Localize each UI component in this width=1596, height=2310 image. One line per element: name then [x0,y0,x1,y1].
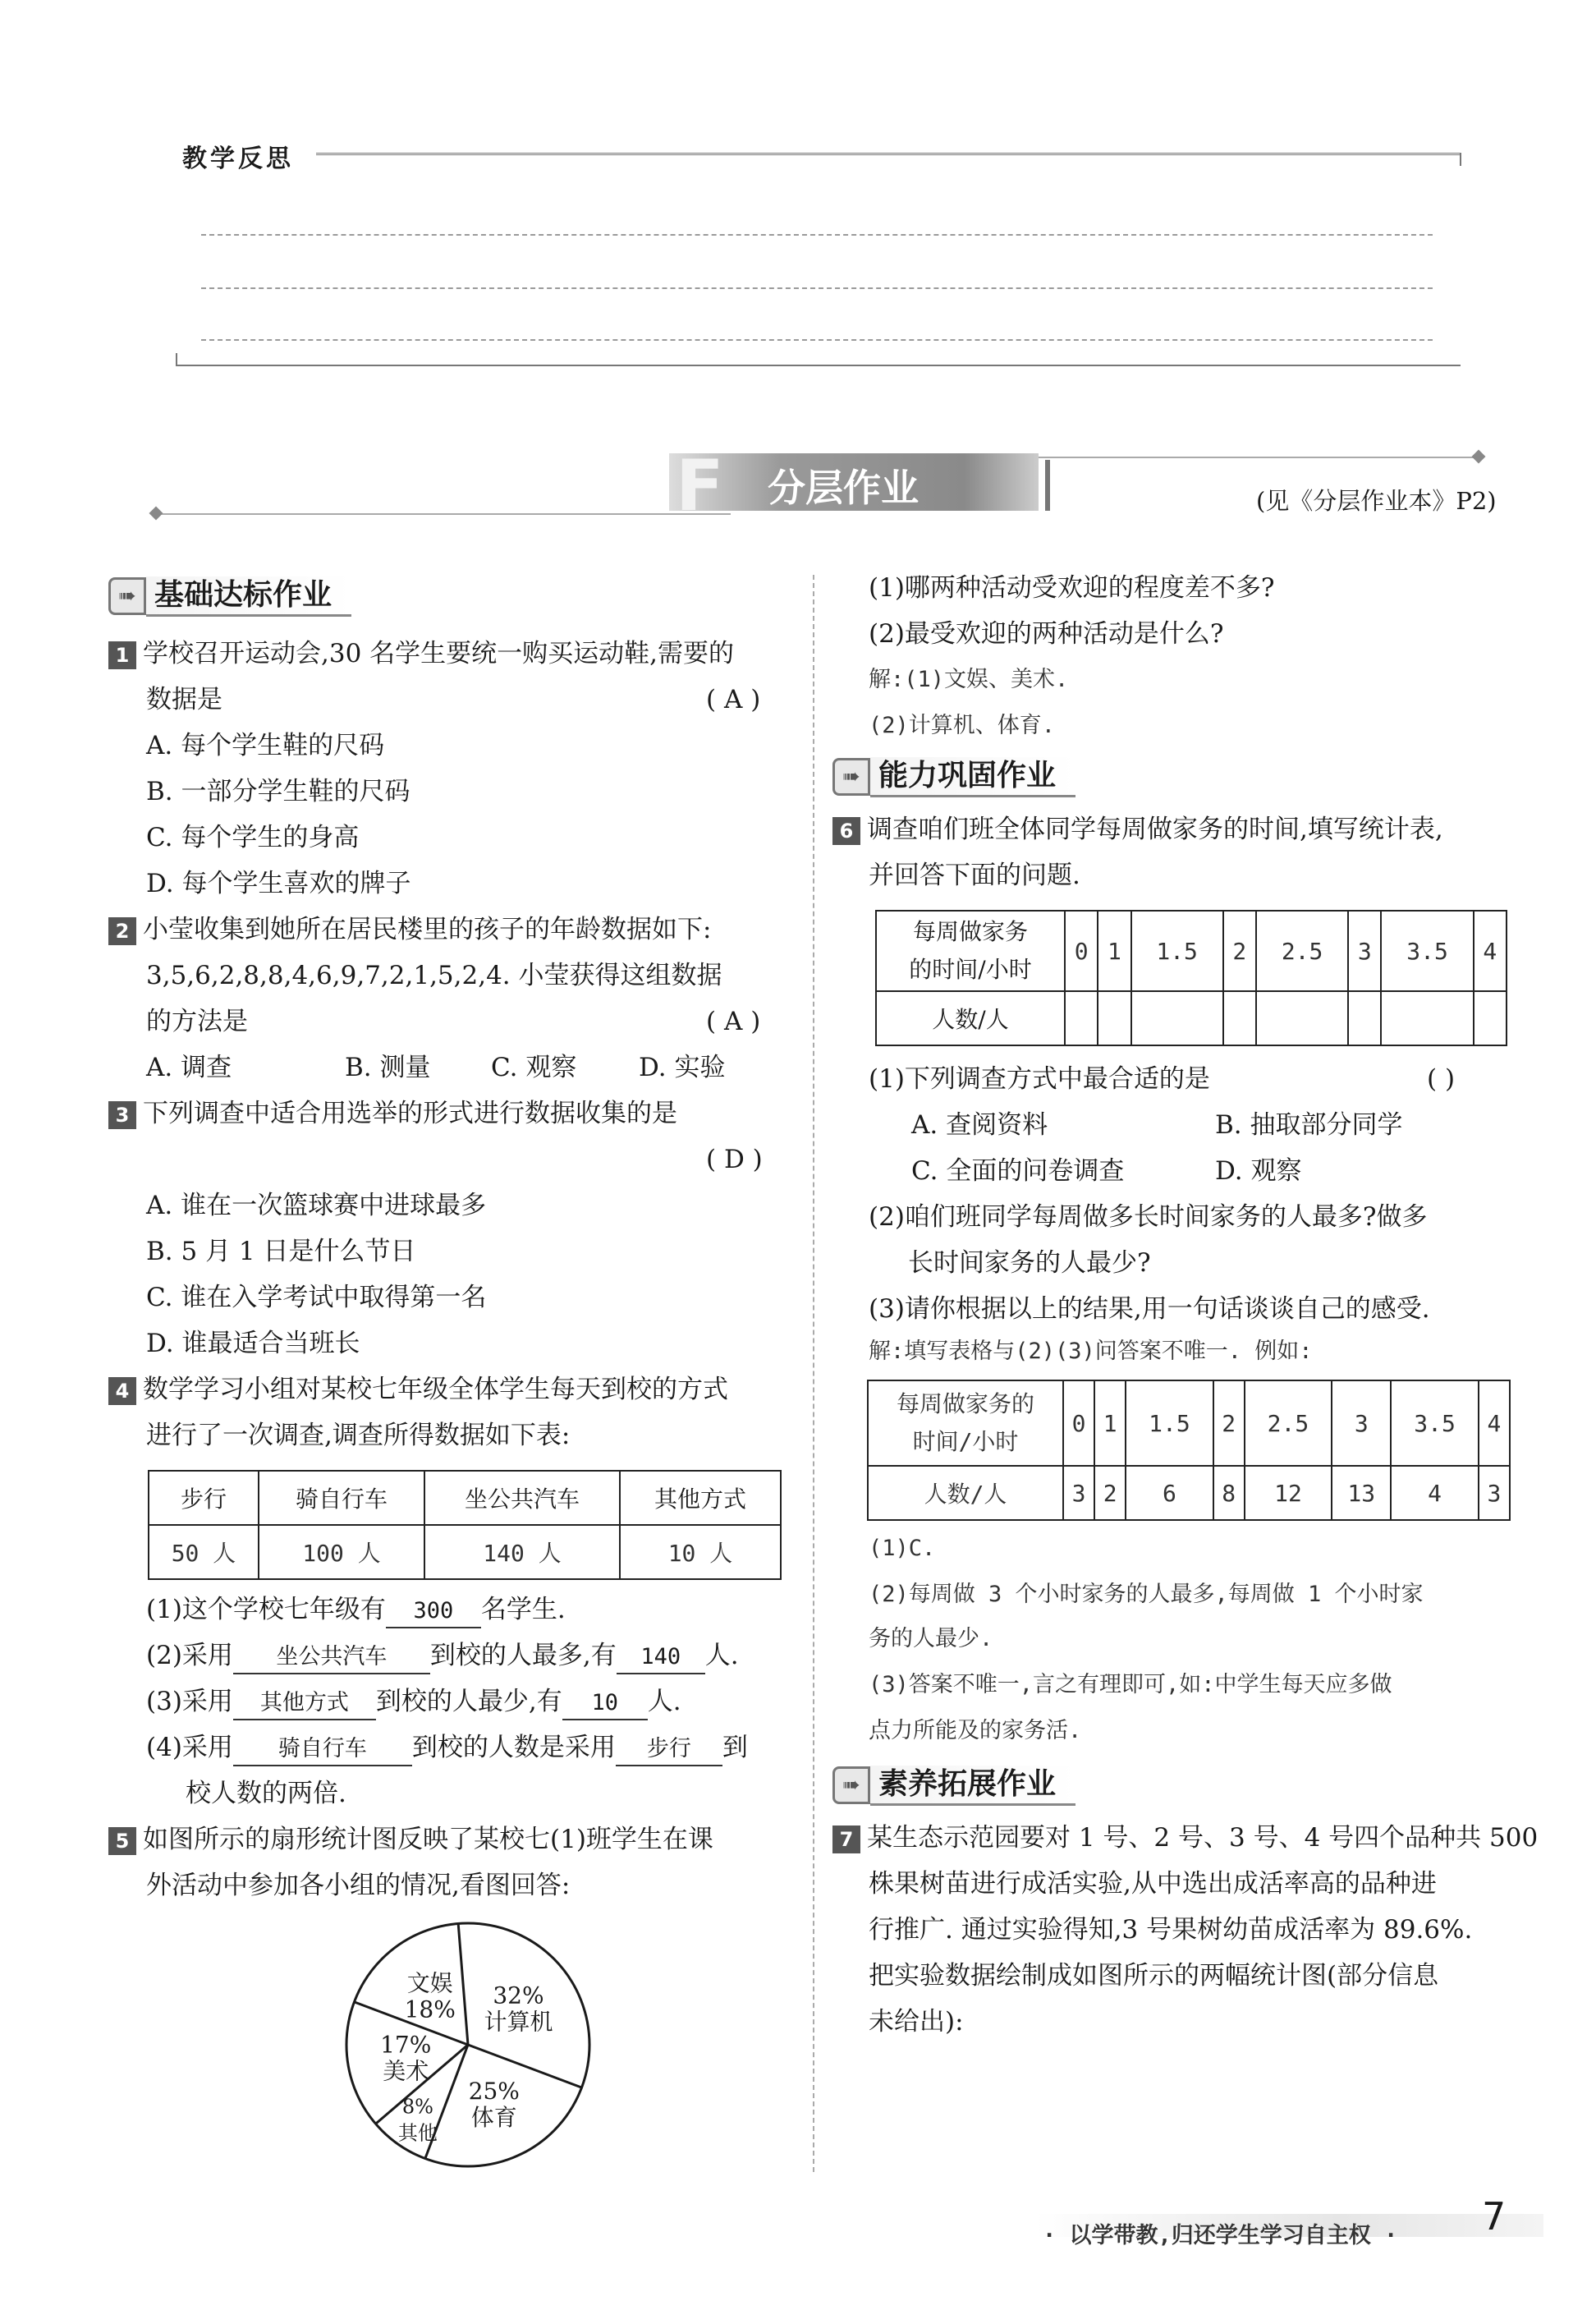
q6-sol-hour-2: 2 [1213,1380,1245,1466]
q7-number: 7 [832,1825,860,1853]
q6-solution-header: 每周做家务的 时间/小时 [868,1380,1063,1466]
q5-solution-2: (2)计算机、体育. [869,713,1056,738]
pie-label-percent: 8% [401,2095,433,2119]
q4-line2: 进行了一次调查,调查所得数据如下表: [146,1421,571,1450]
q6-sol-count: 3 [1063,1466,1094,1520]
q6-hour-4: 4 [1474,911,1507,991]
q3-answer: ( D ) [706,1145,763,1174]
arrow-icon: ➠ [832,1766,870,1804]
q7-line5: 未给出): [869,2007,964,2037]
reflection-line-3 [201,339,1433,341]
q5-line2: 外活动中参加各小组的情况,看图回答: [146,1871,571,1900]
q6-option-a: A. 查阅资料 [911,1110,1048,1140]
reflection-top-rule [316,153,1461,155]
q6-sol-hour-0: 0 [1063,1380,1094,1466]
q6-solution-2-line2: 务的人最少. [869,1626,993,1651]
q4-sub1-blank: 300 [386,1596,481,1628]
q1-option-d: D. 每个学生喜欢的牌子 [146,869,411,898]
q6-hour-0: 0 [1065,911,1098,991]
q6-sol-count: 12 [1245,1466,1332,1520]
pie-label-percent: 17% [380,2031,432,2059]
reflection-bottom-rule [176,365,1461,366]
q1-line1: 1 学校召开运动会,30 名学生要统一购买运动鞋,需要的 [108,631,734,677]
q2-option-d: D. 实验 [639,1053,726,1082]
q1-option-b: B. 一部分学生鞋的尺码 [146,777,410,806]
section-basic-title: 基础达标作业 [146,576,351,617]
q6-line1: 6 调查咱们班全体同学每周做家务的时间,填写统计表, [832,806,1443,852]
q6-count-cell [1348,991,1381,1045]
page-number: 7 [1482,2194,1507,2239]
q6-hour-3: 3 [1348,911,1381,991]
q5-solution-1: 解:(1)文娱、美术. [869,667,1069,692]
q6-sol-count: 3 [1479,1466,1510,1520]
q4-value-bus: 140 人 [424,1525,620,1579]
q6-sub1-paren: ( ) [1427,1064,1456,1094]
q3-line1: 3 下列调查中适合用选举的形式进行数据收集的是 [108,1091,677,1137]
q4-line1: 4 数学学习小组对某校七年级全体学生每天到校的方式 [108,1366,728,1412]
q2-option-a: A. 调查 [146,1053,232,1082]
q4-sub2-blank2: 140 [617,1642,705,1674]
q4-sub3-blank2: 10 [562,1688,648,1720]
q6-option-c: C. 全面的问卷调查 [911,1156,1125,1186]
pie-label-percent: 18% [404,1995,456,2023]
q7-line4: 把实验数据绘制成如图所示的两幅统计图(部分信息 [869,1961,1439,1991]
q4-sub4: (4)采用 骑自行车 到校的人数是采用 步行 到 [146,1724,748,1770]
q2-line1: 2 小莹收集到她所在居民楼里的孩子的年龄数据如下: [108,907,711,953]
q6-hour-3-5: 3.5 [1381,911,1473,991]
q6-count-cell [1098,991,1130,1045]
q5-sub1: (1)哪两种活动受欢迎的程度差不多? [869,573,1275,603]
q6-option-b: B. 抽取部分同学 [1215,1110,1403,1140]
q7-line1: 7 某生态示范园要对 1 号、2 号、3 号、4 号四个品种共 500 [832,1815,1538,1861]
banner-rule-right [1034,457,1478,458]
section-ability-title: 能力巩固作业 [870,757,1075,797]
q6-solution-2-line1: (2)每周做 3 个小时家务的人最多,每周做 1 个小时家 [869,1582,1424,1607]
q6-solution-count-label: 人数/人 [868,1466,1063,1520]
q4-value-other: 10 人 [620,1525,781,1579]
reflection-title: 教学反思 [182,145,294,173]
reflection-left-edge [176,353,177,366]
q1-option-a: A. 每个学生鞋的尺码 [146,731,385,760]
q4-sub3: (3)采用 其他方式 到校的人最少,有 10 人. [146,1679,681,1724]
q6-sol-hour-3: 3 [1332,1380,1391,1466]
q6-sol-count: 6 [1126,1466,1213,1520]
arrow-icon: ➠ [832,758,870,796]
banner-diamond-left [149,507,163,521]
q7-line2: 株果树苗进行成活实验,从中选出成活率高的品种进 [869,1869,1437,1899]
pie-label-name: 其他 [397,2121,438,2145]
q6-hour-1-5: 1.5 [1131,911,1223,991]
q6-count-cell [1131,991,1223,1045]
pie-label-name: 美术 [383,2057,429,2085]
q4-sub4-line2: 校人数的两倍. [186,1779,346,1808]
q4-value-walk: 50 人 [149,1525,259,1579]
q6-sol-hour-1: 1 [1094,1380,1126,1466]
q1-number: 1 [108,641,136,669]
q6-hour-1: 1 [1098,911,1130,991]
q4-sub3-blank1: 其他方式 [233,1688,376,1720]
q2-line3: 的方法是 [146,1007,248,1036]
q2-option-c: C. 观察 [491,1053,577,1082]
q6-sol-hour-3-5: 3.5 [1391,1380,1478,1466]
q6-solution-1: (1)C. [869,1536,936,1561]
q6-count-cell [1256,991,1348,1045]
column-divider [813,575,814,2172]
section-basic [108,575,351,618]
section-literacy-title: 素养拓展作业 [870,1766,1075,1806]
q1-answer: ( A ) [706,685,761,714]
q4-number: 4 [108,1377,136,1405]
q4-sub2-blank1: 坐公共汽车 [233,1642,430,1674]
footer-slogan: · 以学带教,归还学生学习自主权 · [1043,2223,1398,2248]
pie-label-percent: 25% [468,2078,520,2106]
q6-sub3: (3)请你根据以上的结果,用一句话谈谈自己的感受. [869,1294,1430,1324]
q6-option-d: D. 观察 [1215,1156,1302,1186]
q1-option-c: C. 每个学生的身高 [146,823,360,852]
q6-solution-3-line2: 点力所能及的家务活. [869,1718,1082,1743]
q6-count-cell [1065,991,1098,1045]
reflection-right-edge [1460,153,1461,166]
q4-header-other: 其他方式 [620,1471,781,1525]
arrow-icon: ➠ [108,577,146,615]
reflection-line-1 [201,234,1433,236]
q6-sub2-line1: (2)咱们班同学每周做多长时间家务的人最多?做多 [869,1202,1428,1232]
pie-label-name: 体育 [470,2104,517,2132]
q4-table [148,1470,782,1580]
q6-sol-count: 8 [1213,1466,1245,1520]
q4-header-bike: 骑自行车 [259,1471,424,1525]
q6-table-header: 每周做家务 的时间/小时 [876,911,1065,991]
q6-line2: 并回答下面的问题. [869,861,1080,890]
q6-sol-hour-2-5: 2.5 [1245,1380,1332,1466]
q4-sub1: (1)这个学校七年级有 300 名学生. [146,1587,566,1633]
q3-option-d: D. 谁最适合当班长 [146,1329,360,1358]
q6-solution-intro: 解:填写表格与(2)(3)问答案不唯一. 例如: [869,1339,1313,1364]
q6-hour-2-5: 2.5 [1256,911,1348,991]
banner-ref: (见《分层作业本》P2) [1256,487,1497,515]
q1-line2: 数据是 [146,685,222,714]
q6-sol-count: 4 [1391,1466,1478,1520]
banner-rule-left [156,513,731,515]
section-literacy [832,1764,1075,1807]
q4-header-bus: 坐公共汽车 [424,1471,620,1525]
q6-count-cell [1474,991,1507,1045]
banner-letter: F [676,445,724,527]
q6-number: 6 [832,817,860,845]
q6-hour-2: 2 [1223,911,1256,991]
q6-sub1: (1)下列调查方式中最合适的是 [869,1064,1210,1094]
q6-count-cell [1381,991,1473,1045]
q3-number: 3 [108,1101,136,1129]
q6-sol-hour-1-5: 1.5 [1126,1380,1213,1466]
q6-sol-count: 13 [1332,1466,1391,1520]
q4-sub2: (2)采用 坐公共汽车 到校的人最多,有 140 人. [146,1633,739,1679]
q6-sol-hour-4: 4 [1479,1380,1510,1466]
q5-sub2: (2)最受欢迎的两种活动是什么? [869,619,1224,649]
q7-line3: 行推广. 通过实验得知,3 号果树幼苗成活率为 89.6%. [869,1915,1473,1945]
reflection-line-2 [201,287,1433,289]
q2-line2: 3,5,6,2,8,8,4,6,9,7,2,1,5,2,4. 小莹获得这组数据 [146,961,722,990]
q5-number: 5 [108,1827,136,1855]
q6-count-cell [1223,991,1256,1045]
q3-option-b: B. 5 月 1 日是什么节日 [146,1237,416,1266]
section-ability [832,755,1075,798]
q6-table [875,910,1507,1046]
pie-label-percent: 32% [493,1982,544,2009]
q6-sub2-line2: 长时间家务的人最少? [908,1248,1151,1278]
q6-solution-3-line1: (3)答案不唯一,言之有理即可,如:中学生每天应多做 [869,1672,1392,1697]
q4-header-walk: 步行 [149,1471,259,1525]
q4-value-bike: 100 人 [259,1525,424,1579]
banner [669,445,1039,527]
q5-line1: 5 如图所示的扇形统计图反映了某校七(1)班学生在课 [108,1816,713,1862]
banner-diamond-right [1472,450,1486,464]
q2-answer: ( A ) [706,1007,761,1036]
q6-count-label: 人数/人 [876,991,1065,1045]
q4-sub4-blank2: 步行 [616,1734,722,1766]
q6-sol-count: 2 [1094,1466,1126,1520]
q4-sub4-blank1: 骑自行车 [233,1734,412,1766]
q5-pie-chart [337,1913,599,2176]
pie-label-name: 计算机 [484,2008,553,2036]
banner-title: 分层作业 [768,466,919,510]
q3-option-a: A. 谁在一次篮球赛中进球最多 [146,1191,487,1220]
pie-label-name: 文娱 [406,1969,453,1997]
q6-solution-table [867,1380,1511,1521]
q3-option-c: C. 谁在入学考试中取得第一名 [146,1283,487,1312]
q2-number: 2 [108,917,136,945]
q2-option-b: B. 测量 [345,1053,431,1082]
